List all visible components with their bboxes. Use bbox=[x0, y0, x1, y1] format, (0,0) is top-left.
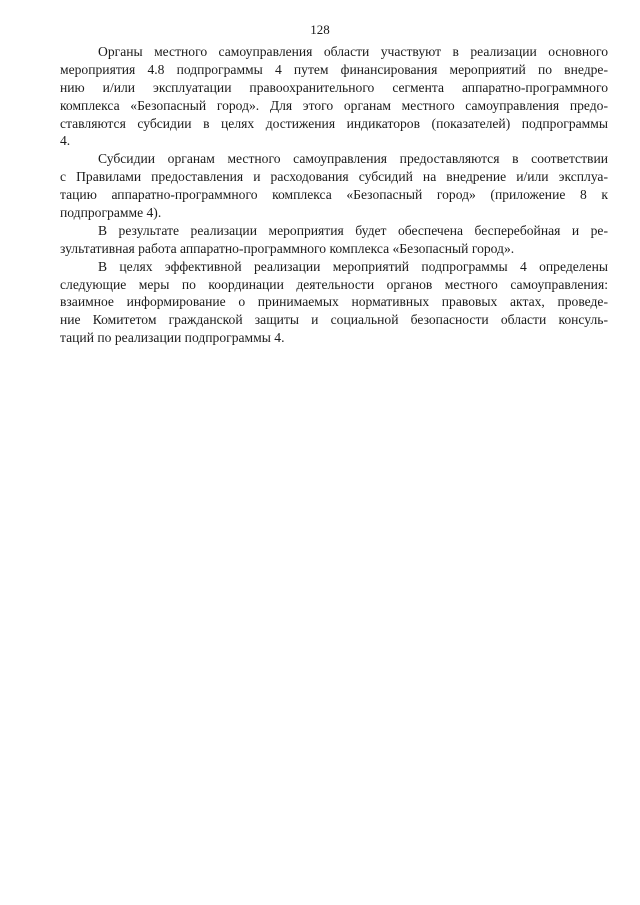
paragraph-expected-result bbox=[60, 222, 608, 258]
text-line: Органы местного самоуправления области участвуют в реализации основного bbox=[98, 44, 608, 59]
paragraph-local-government-participation bbox=[60, 43, 608, 150]
text-line: взаимное информирование о принимаемых нормативных правовых актах, проведе- bbox=[60, 294, 608, 310]
text-line: В целях эффективной реализации мероприятий подпрограммы 4 определены bbox=[98, 258, 608, 274]
text-line: тацию аппаратно-программного комплекса «Безопасный город» (приложение 8 к bbox=[60, 187, 608, 203]
text-line: Субсидии органам местного самоуправления предоставляются в соответствии bbox=[98, 151, 608, 167]
page-number: 128 bbox=[310, 22, 330, 37]
text-line: ставляются субсидии в целях достижения индикаторов (показателей) подпрограммы bbox=[60, 115, 608, 131]
document-body bbox=[60, 43, 608, 347]
text-line: зультативная работа аппаратно-программного комплекса «Безопасный город». bbox=[60, 240, 515, 256]
text-line: подпрограмме 4). bbox=[60, 205, 162, 221]
paragraph-subsidies-rules bbox=[60, 150, 608, 222]
text-line: таций по реализации подпрограммы 4. bbox=[60, 330, 285, 346]
text-line: 4. bbox=[60, 133, 71, 149]
text-line: с Правилами предоставления и расходования субсидий на внедрение и/или эксплуа- bbox=[60, 169, 608, 185]
paragraph-coordination-measures bbox=[60, 258, 608, 347]
text-line: мероприятия 4.8 подпрограммы 4 путем финансирования мероприятий по внедре- bbox=[60, 61, 608, 77]
text-line: ние Комитетом гражданской защиты и социальной безопасности области консуль- bbox=[60, 312, 608, 328]
text-line: В результате реализации мероприятия будет обеспечена бесперебойная и ре- bbox=[98, 222, 608, 238]
text-line: комплекса «Безопасный город». Для этого органам местного самоуправления предо- bbox=[60, 97, 608, 113]
text-line: нию и/или эксплуатации правоохранительного сегмента аппаратно-программного bbox=[60, 79, 608, 95]
text-line: следующие меры по координации деятельности органов местного самоуправления: bbox=[60, 276, 608, 292]
